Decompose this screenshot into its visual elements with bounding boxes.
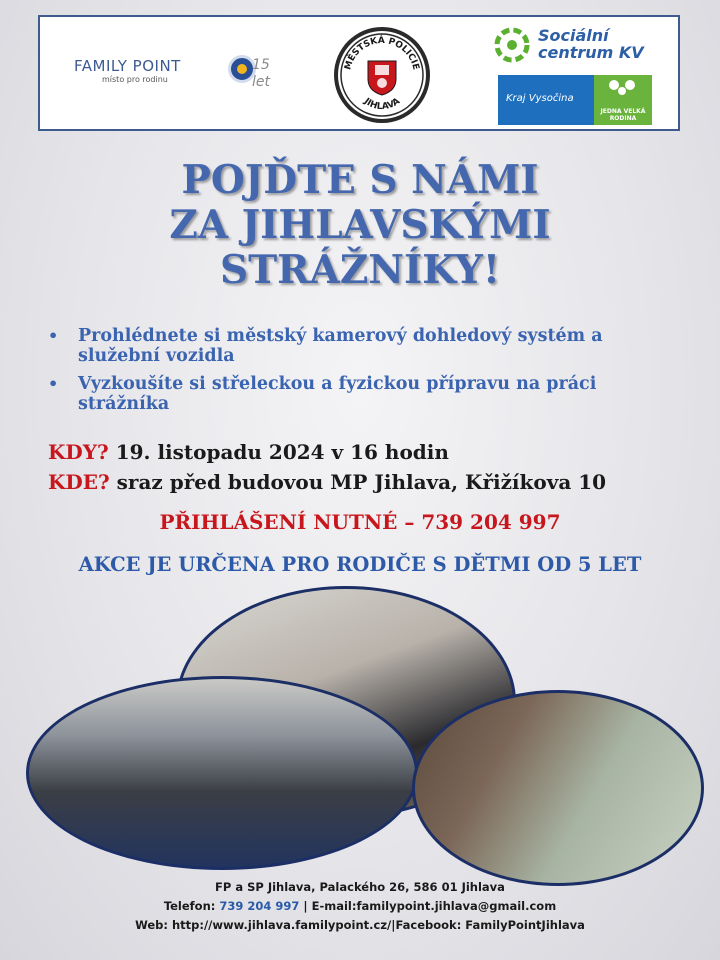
bullet-list bbox=[48, 326, 688, 422]
bullet-2-line1: • Vyzkoušíte si střeleckou a fyzickou přípravu na práci bbox=[78, 374, 597, 394]
bullet-item bbox=[48, 326, 688, 366]
registration-notice: PŘIHLÁŠENÍ NUTNÉ – 739 204 997 bbox=[159, 510, 561, 534]
headline-line1: POJĎTE S NÁMI bbox=[181, 157, 539, 203]
slogan-line1: JEDNA VELKÁ bbox=[600, 108, 646, 115]
anniversary-word: let bbox=[252, 74, 270, 90]
footer-phone-label: Telefon: bbox=[163, 899, 220, 913]
audience-notice: AKCE JE URČENA PRO RODIČE S DĚTMI OD 5 LET bbox=[78, 553, 642, 576]
headline-line3: STRÁŽNÍKY! bbox=[219, 247, 501, 293]
when-value: 19. listopadu 2024 v 16 hodin bbox=[108, 440, 449, 464]
socialni-centrum-line1: Sociální bbox=[538, 26, 609, 45]
bullet-2-line2: strážníka bbox=[78, 394, 170, 414]
headline bbox=[0, 158, 720, 293]
socialni-centrum-icon bbox=[494, 27, 530, 63]
when-label: KDY? bbox=[48, 440, 109, 464]
footer-address: FP a SP Jihlava, Palackého 26, 586 01 Jihlava bbox=[215, 880, 505, 894]
family-point-anniversary bbox=[252, 57, 270, 91]
footer-email[interactable]: | E-mail:familypoint.jihlava@gmail.com bbox=[299, 899, 557, 913]
footer-phone[interactable]: 739 204 997 bbox=[219, 899, 300, 913]
badge-top-text: MĚSTSKÁ POLICIE bbox=[343, 35, 421, 72]
jedna-velka-rodina-box bbox=[594, 75, 652, 125]
logo-bar bbox=[38, 15, 680, 131]
when-line bbox=[48, 440, 449, 464]
kraj-vysocina-text: Kraj Vysočina bbox=[506, 93, 574, 104]
anniversary-number: 15 bbox=[252, 57, 270, 73]
slogan-line2: RODINA bbox=[609, 115, 637, 122]
where-label: KDE? bbox=[48, 470, 110, 494]
mestska-policie-badge-icon bbox=[332, 25, 432, 125]
badge-bottom-text: JIHLAVA bbox=[361, 96, 403, 113]
socialni-centrum-logo bbox=[494, 26, 644, 67]
footer bbox=[0, 878, 720, 935]
bullet-1-line1: • Prohlédnete si městský kamerový dohledový systém a bbox=[78, 326, 603, 346]
bullet-item bbox=[48, 374, 688, 414]
where-line bbox=[48, 470, 606, 494]
socialni-centrum-line2: centrum KV bbox=[538, 43, 644, 62]
camera-control-room-photo bbox=[26, 676, 418, 870]
headline-line2: ZA JIHLAVSKÝMI bbox=[169, 202, 551, 248]
family-point-name: FAMILY POINT bbox=[74, 57, 181, 75]
footer-contact bbox=[0, 897, 720, 916]
shooting-training-photo bbox=[412, 690, 704, 886]
where-value: sraz před budovou MP Jihlava, Křižíkova 10 bbox=[109, 470, 607, 494]
family-icon bbox=[594, 75, 652, 103]
bullet-1-line2: služební vozidla bbox=[78, 346, 235, 366]
family-point-logo bbox=[74, 57, 181, 84]
kraj-vysocina-logo bbox=[498, 75, 652, 125]
footer-web[interactable]: Web: http://www.jihlava.familypoint.cz/|Facebook: FamilyPointJihlava bbox=[135, 918, 585, 932]
family-point-tagline: místo pro rodinu bbox=[102, 75, 168, 84]
